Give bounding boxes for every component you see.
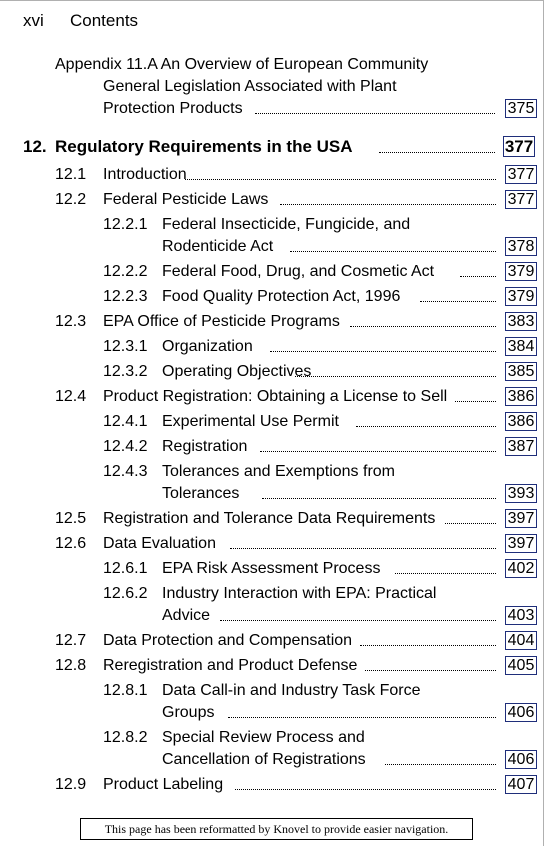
- leader-dots: [356, 426, 496, 427]
- page-link[interactable]: 377: [505, 165, 537, 184]
- leader-dots: [185, 179, 496, 180]
- leader-dots: [220, 620, 496, 621]
- leader-dots: [455, 401, 496, 402]
- section-number: 12.2.1: [103, 216, 148, 233]
- appendix-title-line2: General Legislation Associated with Plant: [103, 78, 397, 95]
- page-link[interactable]: 387: [505, 437, 537, 456]
- section-title: Product Labeling: [103, 776, 224, 793]
- page-link[interactable]: 386: [505, 387, 537, 406]
- toc-entry[interactable]: [0, 508, 540, 530]
- appendix-title-line1: Appendix 11.A An Overview of European Community: [55, 56, 429, 73]
- section-title: EPA Risk Assessment Process: [162, 560, 381, 577]
- section-number: 12.1: [55, 166, 87, 183]
- toc-entry[interactable]: [0, 680, 540, 724]
- page-link[interactable]: 384: [505, 337, 537, 356]
- section-number: 12.3: [55, 313, 87, 330]
- section-number: 12.3.1: [103, 338, 148, 355]
- section-title-continued: Rodenticide Act: [162, 238, 274, 255]
- toc-entry[interactable]: [0, 386, 540, 408]
- page-link[interactable]: 386: [505, 412, 537, 431]
- leader-dots: [365, 670, 496, 671]
- section-title: Registration and Tolerance Data Requirements: [103, 510, 436, 527]
- section-title: Tolerances and Exemptions from: [162, 463, 395, 480]
- leader-dots: [230, 548, 496, 549]
- toc-entry[interactable]: [0, 261, 540, 283]
- leader-dots: [255, 113, 495, 114]
- section-number: 12.6.2: [103, 585, 148, 602]
- section-number: 12.3.2: [103, 363, 148, 380]
- section-title: Food Quality Protection Act, 1996: [162, 288, 401, 305]
- toc-entry[interactable]: [0, 774, 540, 796]
- page-link[interactable]: 379: [505, 287, 537, 306]
- section-number: 12.2.2: [103, 263, 148, 280]
- appendix-title-line3: Protection Products: [103, 100, 243, 117]
- section-title: Federal Pesticide Laws: [103, 191, 269, 208]
- section-title: Operating Objectives: [162, 363, 312, 380]
- page-link[interactable]: 405: [505, 656, 537, 675]
- page-header: [23, 11, 138, 31]
- leader-dots: [460, 276, 496, 277]
- leader-dots: [290, 251, 496, 252]
- toc-entry[interactable]: [0, 311, 540, 333]
- leader-dots: [270, 351, 496, 352]
- leader-dots: [420, 301, 496, 302]
- leader-dots: [360, 645, 496, 646]
- toc-appendix-entry[interactable]: [55, 54, 537, 124]
- leader-dots: [295, 376, 496, 377]
- toc-entry[interactable]: [0, 214, 540, 258]
- section-title: Registration: [162, 438, 248, 455]
- section-number: 12.4: [55, 388, 87, 405]
- section-title: Product Registration: Obtaining a License to Sell: [103, 388, 448, 405]
- section-title-continued: Cancellation of Registrations: [162, 751, 366, 768]
- section-title-continued: Tolerances: [162, 485, 240, 502]
- page-number: xvi: [23, 11, 44, 30]
- page-link[interactable]: 383: [505, 312, 537, 331]
- chapter-number: 12.: [23, 137, 47, 156]
- page-link[interactable]: 393: [505, 484, 537, 503]
- section-number: 12.2: [55, 191, 87, 208]
- section-number: 12.4.2: [103, 438, 148, 455]
- section-title: Data Protection and Compensation: [103, 632, 353, 649]
- section-number: 12.4.3: [103, 463, 148, 480]
- leader-dots: [395, 573, 496, 574]
- page-link[interactable]: 385: [505, 362, 537, 381]
- toc-entry[interactable]: [0, 727, 540, 771]
- section-title: EPA Office of Pesticide Programs: [103, 313, 340, 330]
- section-title: Experimental Use Permit: [162, 413, 339, 430]
- leader-dots: [235, 789, 496, 790]
- page-link[interactable]: 377: [505, 190, 537, 209]
- toc-entry[interactable]: [0, 164, 540, 186]
- leader-dots: [260, 451, 496, 452]
- chapter-title: Regulatory Requirements in the USA: [55, 137, 353, 156]
- section-number: 12.9: [55, 776, 87, 793]
- section-title: Special Review Process and: [162, 729, 365, 746]
- page-link[interactable]: 377: [504, 137, 534, 156]
- leader-dots: [379, 152, 495, 153]
- toc-entry[interactable]: [0, 436, 540, 458]
- page-link[interactable]: 407: [505, 775, 537, 794]
- section-number: 12.8.1: [103, 682, 148, 699]
- knovel-note: This page has been reformatted by Knovel to provide easier navigation.: [80, 818, 473, 840]
- page-link[interactable]: 403: [505, 606, 537, 625]
- section-title: Reregistration and Product Defense: [103, 657, 358, 674]
- leader-dots: [385, 764, 496, 765]
- section-number: 12.6: [55, 535, 87, 552]
- page-link[interactable]: 378: [505, 237, 537, 256]
- leader-dots: [280, 204, 496, 205]
- section-title-continued: Advice: [162, 607, 211, 624]
- toc-entry[interactable]: [0, 558, 540, 580]
- section-title: Data Evaluation: [103, 535, 216, 552]
- section-number: 12.4.1: [103, 413, 148, 430]
- page-link[interactable]: 404: [505, 631, 537, 650]
- page-link[interactable]: 379: [505, 262, 537, 281]
- section-number: 12.5: [55, 510, 87, 527]
- page-link[interactable]: 406: [505, 750, 537, 769]
- section-title: Organization: [162, 338, 253, 355]
- section-number: 12.8: [55, 657, 87, 674]
- toc-entry[interactable]: [0, 630, 540, 652]
- section-title: Data Call-in and Industry Task Force: [162, 682, 421, 699]
- section-title: Federal Food, Drug, and Cosmetic Act: [162, 263, 435, 280]
- leader-dots: [350, 326, 496, 327]
- leader-dots: [228, 717, 496, 718]
- page-link[interactable]: 397: [505, 534, 537, 553]
- section-number: 12.7: [55, 632, 87, 649]
- toc-entry[interactable]: [0, 189, 540, 211]
- toc-entry[interactable]: [0, 361, 540, 383]
- toc-entry[interactable]: [0, 286, 540, 308]
- page-link[interactable]: 402: [505, 559, 537, 578]
- page-title: Contents: [70, 11, 139, 30]
- section-title: Introduction: [103, 166, 187, 183]
- section-title: Industry Interaction with EPA: Practical: [162, 585, 437, 602]
- section-title-continued: Groups: [162, 704, 215, 721]
- section-title: Federal Insecticide, Fungicide, and: [162, 216, 411, 233]
- page-link[interactable]: 397: [505, 509, 537, 528]
- section-number: 12.8.2: [103, 729, 148, 746]
- toc-chapter-entry[interactable]: [23, 136, 537, 160]
- section-number: 12.2.3: [103, 288, 148, 305]
- toc-entry[interactable]: [0, 461, 540, 505]
- leader-dots: [262, 498, 496, 499]
- toc-entry[interactable]: [0, 411, 540, 433]
- page-link[interactable]: 375: [505, 99, 537, 118]
- toc-entry[interactable]: [0, 583, 540, 627]
- section-number: 12.6.1: [103, 560, 148, 577]
- leader-dots: [445, 523, 496, 524]
- page-link[interactable]: 406: [505, 703, 537, 722]
- toc-entry[interactable]: [0, 336, 540, 358]
- toc-entry[interactable]: [0, 533, 540, 555]
- toc-entry[interactable]: [0, 655, 540, 677]
